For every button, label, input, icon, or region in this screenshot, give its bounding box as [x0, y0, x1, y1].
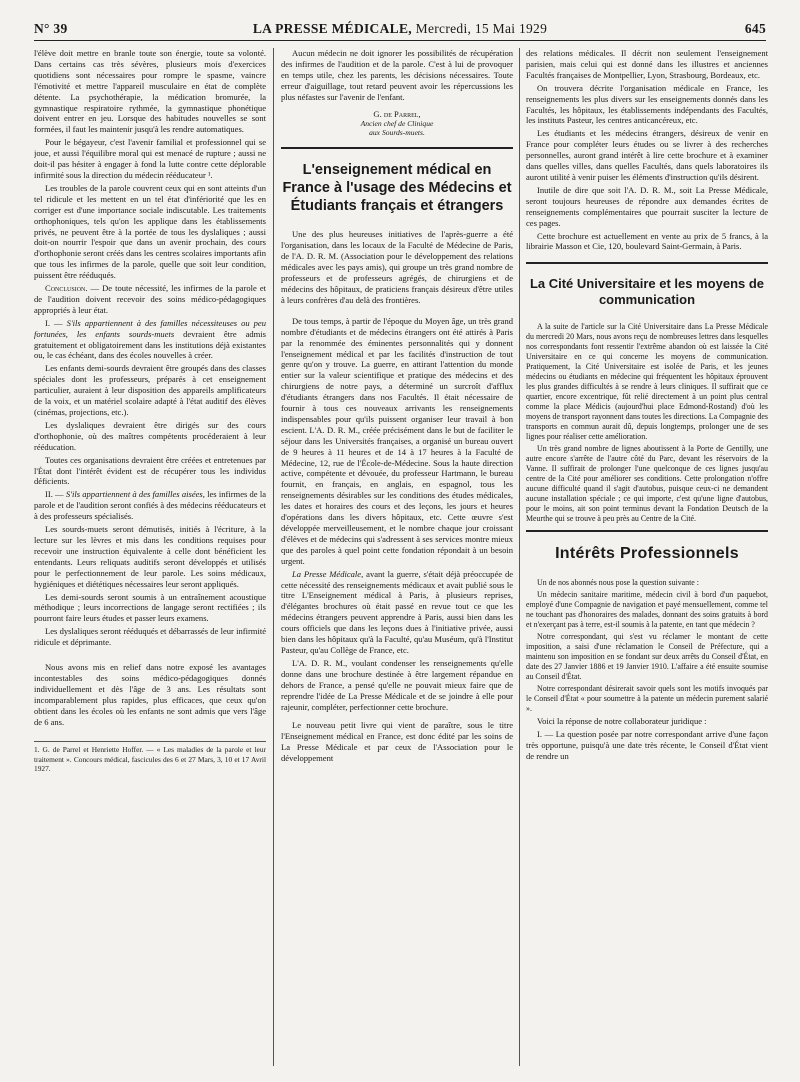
- author-role: Ancien chef de Clinique: [360, 119, 434, 129]
- paragraph: Le nouveau petit livre qui vient de paraître, sous le titre l'Enseignement médical en France, est donc édité par les soins de La Presse Médicale et par ceux de l'Association pour le développement: [281, 720, 513, 764]
- italic-lead: S'ils appartiennent à des familles aisées,: [65, 489, 205, 500]
- issue-date: Mercredi, 15 Mai 1929: [415, 21, 548, 36]
- section-rule: [526, 530, 768, 532]
- paragraph: Pour le bégayeur, c'est l'avenir familial et professionnel qui se joue, et aussi l'équilibre moral qui est menacé de rupture ; aussi ne doit-il pas hésiter à engager à fond la lutte contre cette déplorable infirmité sous la direction du médecin rééducateur ¹.: [34, 137, 266, 180]
- signature-block: [281, 109, 513, 138]
- paragraph: Les troubles de la parole couvrent ceux qui en sont atteints d'un tel ridicule et les mettent en un tel état d'infériorité que les en corriger est d'une importance sociale indiscutable. Les traitements orthophoniques, tels qu'on les applique dans les établissements privés, ne peuvent être à la portée de tous les dyslaliques ; aussi doit-on nourrir l'espoir que dans un avenir prochain, des cours d'orthophonie seront créés dans les centres scolaires importants afin que tous les infirmes de la parole, quelle que soit leur condition, puissent être rééduqués.: [34, 182, 266, 281]
- paragraph: Un très grand nombre de lignes aboutissent à la Porte de Gentilly, une autre encore s'arrête de l'autre côté du Parc, devant les réservoirs de la Vanne. Il suffirait de prolonger l'une quelconque de ces lignes jusqu'au centre de la Cité pour améliorer ses conditions. Cette prolongation n'offre aucune difficulté quand il s'agit d'autobus, puisque ceux-ci ne demandent aucune installation spéciale ; ce qui importe, c'est qu'une ligne d'autobus, pour le moins, ait son point terminus devant la Fondation Deutsch de la Meurthe qui se trouve à peu près au Centre de la Cité.: [526, 444, 768, 524]
- masthead: [34, 21, 766, 37]
- section-rule: [526, 262, 768, 264]
- journal-title: LA PRESSE MÉDICALE,: [252, 21, 412, 36]
- paragraph: Les dyslaliques devraient être dirigés sur des cours d'orthophonie, où des maîtres compétents procéderaient à leur rééducation.: [34, 419, 266, 452]
- paragraph: Les demi-sourds seront soumis à un entraînement acoustique méthodique ; leurs incorrections de langage seront rectifiées ; ils pourront faire leurs études et passer leurs examens.: [34, 591, 266, 624]
- paragraph: L'A. D. R. M., voulant condenser les renseignements qu'elle donne dans une brochure destinée à être largement répandue en dehors de France, a pensé qu'elle ne pouvait mieux faire que de reprendre l'idée de La Presse Médicale et de se joindre à elle pour rajeunir, compléter, perfectionner cette brochure.: [281, 657, 513, 712]
- conclusion-paragraph: [34, 283, 266, 316]
- article-title: L'enseignement médical en France à l'usage des Médecins et Étudiants français et étrangers: [282, 162, 512, 215]
- paragraph: Une des plus heureuses initiatives de l'après-guerre a été l'organisation, dans les locaux de la Faculté de Médecine de Paris, de l'A. D. R. M. (Association pour le développement des relations médicales avec les pays amis), qui groupe un très grand nombre de professeurs et de professeurs agrégés, de chirurgiens et de médecins des hôpitaux, de praticiens français désireux d'être utiles à leurs confrères d'au delà des frontières.: [281, 229, 513, 305]
- conclusion-lead: Conclusion.: [45, 283, 88, 294]
- paragraph-text: devraient être admis gratuitement et obligatoirement dans les institutions déjà existantes ou, le cas échéant, dans des écoles nouvelles à créer.: [34, 328, 266, 361]
- column-divider-1: [273, 48, 274, 1066]
- paragraph: [281, 569, 513, 656]
- italic-lead: S'ils appartiennent à des familles nécessiteuses ou peu fortunées, les enfants sourds-muets: [34, 317, 266, 339]
- paragraph: A la suite de l'article sur la Cité Universitaire dans La Presse Médicale du mercredi 20 Mars, nous avons reçu de nombreuses lettres dans lesquelles nos correspondants font ressentir l'extrême abandon où est laissée la Cité Universitaire en ce qui concerne les moyens de communication. Pratiquement, la Cité Universitaire est isolée de Paris, et les jeunes médecins ou étudiants en médecine qui fréquentent les hôpitaux éprouvent les plus grandes difficultés à se rendre à leurs cliniques. Il suffirait que ce quartier, encore excentrique, fût relié directement à un point plus central comme la place Médicis (aujourd'hui place Edmond-Rostand) d'où les moyens de transport rayonnent dans toutes les directions. La Compagnie des transports en commun aurait dû, depuis longtemps, prolonger une de ses lignes pour réaliser cette amélioration.: [526, 322, 768, 442]
- paragraph-text: les infirmes de la parole et de l'audition seront confiés à des médecins rééducateurs et à des professeurs spécialisés.: [34, 489, 266, 522]
- paragraph: Notre correspondant, qui s'est vu réclamer le montant de cette imposition, a saisi d'une réclamation le Conseil de Préfecture, qui a maintenu son imposition en se fondant sur deux arrêts du Conseil d'État, en date des 27 Janvier 1886 et 19 Janvier 1910. L'affaire a été ensuite soumise au Conseil d'État.: [526, 632, 768, 682]
- paragraph: [34, 318, 266, 362]
- paragraph: Voici la réponse de notre collaborateur juridique :: [537, 716, 707, 727]
- section-title: Intérêts Professionnels: [555, 545, 739, 563]
- section-rule: [281, 147, 513, 149]
- roman-numeral: I. —: [45, 317, 67, 328]
- paragraph: Un médecin sanitaire maritime, médecin civil à bord d'un paquebot, employé d'une Compagnie de navigation et payé mensuellement, comme tel ne touchant pas d'honoraires des malades, donnant des soins gratuits à bord et n'exerçant pas à terre, est-il soumis à la patente, en tant que médecin ?: [526, 590, 768, 630]
- issue-number: N° 39: [34, 21, 68, 36]
- column-divider-2: [519, 48, 520, 1066]
- roman-numeral: II. —: [45, 489, 66, 500]
- author-role: aux Sourds-muets.: [369, 128, 425, 138]
- conclusion-text: — De toute nécessité, les infirmes de la parole et de l'audition doivent recevoir des soins médico-pédagogiques appropriés à leur état.: [34, 283, 266, 315]
- paragraph: Les dyslaliques seront rééduqués et débarrassés de leur infirmité ridicule et déprimante.: [34, 626, 266, 648]
- italic-lead: La Presse Médicale,: [292, 568, 364, 579]
- page-header: [34, 18, 766, 41]
- paragraph: On trouvera décrite l'organisation médicale en France, les renseignements les plus divers sur les enseignements donnés dans les Facultés, les hôpitaux, les établissements indépendants des Facultés, les instituts Pasteur, les centres anticancéreux, etc.: [526, 82, 768, 126]
- footnote: 1. G. de Parrel et Henriette Hoffer. — « Les maladies de la parole et leur traitement ». Concours médical, fascicules des 6 et 27 Mars, 3, 10 et 17 Avril 1927.: [34, 741, 266, 773]
- paragraph: Un de nos abonnés nous pose la question suivante :: [537, 578, 699, 588]
- paragraph: Les enfants demi-sourds devraient être groupés dans des classes spéciales dont les professeurs, préparés à cet enseignement particulier, auraient à leur disposition des appareils amplificateurs de la voix, et un matériel scolaire adapté à l'état auditif des élèves (cinémas, projections, etc.).: [34, 363, 266, 417]
- boxed-article: [526, 276, 768, 524]
- column-1: [34, 48, 266, 1064]
- paragraph: Notre correspondant désirerait savoir quels sont les motifs invoqués par le Conseil d'État « pour soumettre à la patente un médecin purement salarié ».: [526, 684, 768, 714]
- page-number: 645: [744, 21, 766, 36]
- paragraph: l'élève doit mettre en branle toute son énergie, toute sa volonté. Dans certains cas très sévères, plusieurs mois d'exercices quotidiens sont nécessaires pour rompre le spasme, vaincre l'émotivité et mettre l'appareil musculaire en état de complète détente. La psychothérapie, la médication bromurée, la gymnastique respiratoire rythmée, la gymnastique phonétique doivent entrer en jeu. Lorsque des habitudes nouvelles se sont formées, il faut les maintenir jusqu'à les rendre automatiques.: [34, 48, 266, 135]
- paragraph: Les étudiants et les médecins étrangers, désireux de venir en France pour compléter leurs études ou se livrer à des recherches personnelles, auront grand intérêt à lire cette brochure et à examiner dans quelles villes, dans quelles Facultés, dans quels laboratoires ils auront utilité à venir puiser les éléments d'instruction qu'ils désirent.: [526, 128, 768, 182]
- paragraph: Nous avons mis en relief dans notre exposé les avantages incontestables des soins médico-pédagogiques donnés individuellement et dès l'âge de 3 ans. Les résultats sont incomparablement plus rapides, plus efficaces, que ceux qu'on obtient dans les écoles où les enfants ne sont admis que vers l'âge de 6 ans.: [34, 662, 266, 727]
- paragraph: I. — La question posée par notre correspondant arrive d'une façon très opportune, puisqu'à une date très récente, le Conseil d'État vient de rendre un: [526, 729, 768, 762]
- paragraph: Cette brochure est actuellement en vente au prix de 5 francs, à la librairie Masson et Cie, 120, boulevard Saint-Germain, à Paris.: [526, 230, 768, 252]
- paragraph: Aucun médecin ne doit ignorer les possibilités de récupération des infirmes de l'audition et de la parole. C'est à lui de provoquer en temps utile, chez les parents, les décisions nécessaires. Toute erreur d'aiguillage, tout retard peuvent avoir les répercussions les plus néfastes sur l'avenir de l'enfant.: [281, 48, 513, 102]
- article-title: La Cité Universitaire et les moyens de communication: [529, 276, 765, 308]
- paragraph: Toutes ces organisations devraient être créées et entretenues par l'État dont l'intérêt évident est de récupérer tous les individus déficients.: [34, 454, 266, 487]
- author-name: G. de Parrel,: [373, 108, 421, 119]
- paragraph: De tous temps, à partir de l'époque du Moyen âge, un très grand nombre d'étudiants et de médecins étrangers ont été attirés à Paris par la renommée des éminentes personnalités qui y donnent l'enseignement médical et par les facilités d'instruction de tout genre qu'on y trouve. La guerre, en attirant l'attention du monde entier sur la valeur scientifique et pratique des médecins et des chirurgiens de notre pays, a déterminé un surcroît d'afflux d'étudiants étrangers dans nos Facultés. Il était nécessaire de fournir à tous ces nouveaux arrivants les renseignements indispensables pour qu'ils puissent organiser leur travail à bon escient. L'A. D. R. M., créée précisément dans le but de faciliter le séjour dans les Universités françaises, a organisé un bureau ouvert de 9 heures à 11 heures et de 14 à 17 heures à la Faculté de Médecine, 12, rue de l'École-de-Médecine. Sous la haute direction active, compétente et dévouée, du professeur Hartmann, le bureau fournit, en français, en anglais, en espagnol, tous les renseignements désirables sur les conditions des études médicales, les dates et horaires des cours et des leçons, les jours et heures d'opérations dans les divers hôpitaux, etc. Cette œuvre s'est développée merveilleusement, et le nombre chaque jour croissant d'élèves et de médecins qui s'adressent à ses services montre mieux que des paroles à quel point cette fondation répondait à un besoin urgent.: [281, 315, 513, 566]
- paragraph: des relations médicales. Il décrit non seulement l'enseignement parisien, mais celui qui est donné dans les illustres et anciennes Facultés françaises de Montpellier, Lyon, Strasbourg, Bordeaux, etc.: [526, 48, 768, 80]
- column-3: [526, 48, 768, 1064]
- paragraph: Inutile de dire que soit l'A. D. R. M., soit La Presse Médicale, seront toujours heureuses de répondre aux demandes écrites de renseignements complémentaires que pourrait susciter la lecture de ces pages.: [526, 184, 768, 228]
- paragraph: [34, 489, 266, 522]
- column-2: [281, 48, 513, 1064]
- paragraph: Les sourds-muets seront démutisés, initiés à l'écriture, à la lecture sur les lèvres et mis dans les conditions requises pour recevoir une instruction équivalente à celle dont bénéficient les entendants. Leurs reliquats auditifs seront développés et utilisés pour le perfectionnement de leur parole. Les soins médicaux, hygiéniques et diététiques nécessaires leur seront appliqués.: [34, 524, 266, 589]
- paragraph-text: avant la guerre, s'était déjà préoccupée de cette nécessité des renseignements médicaux et avait publié sous le titre L'Enseignement médical à Paris, à plusieurs reprises, d'élégantes brochures où était passé en revue tout ce que les médecins étrangers peuvent apprendre à Paris, aussi bien dans les cours officiels que dans les leçons dues à l'initiative privée, aussi bien dans les hôpitaux qu'à la Faculté, qu'au Muséum, qu'à l'Institut Pasteur, qu'au Collège de France, etc.: [281, 568, 513, 655]
